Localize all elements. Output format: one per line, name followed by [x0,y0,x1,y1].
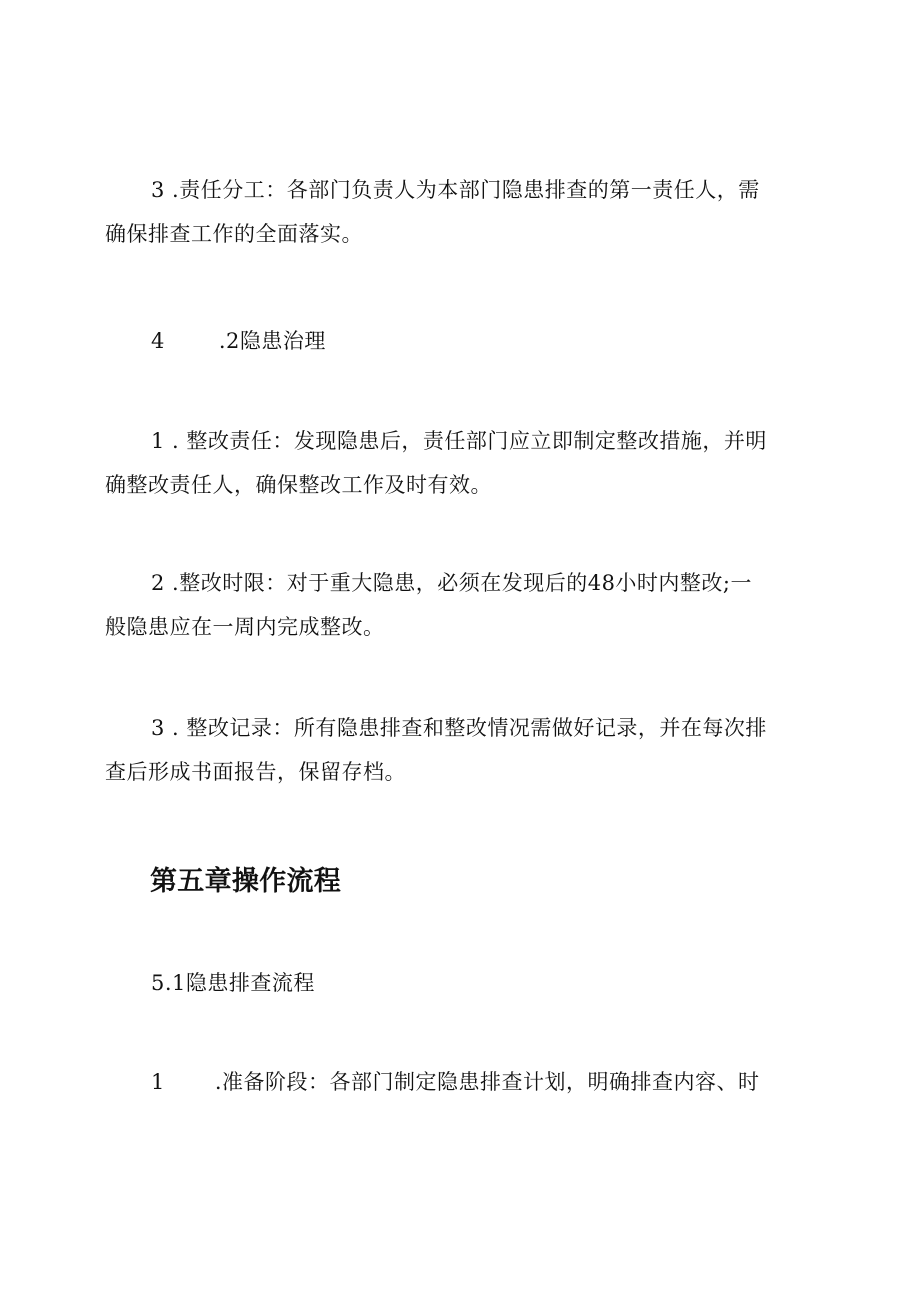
paragraph-responsibility-division [105,168,820,256]
paragraph-line: 确保排查工作的全面落实。 [105,222,363,246]
paragraph-line: 3 .责任分工：各部门负责人为本部门隐患排查的第一责任人，需 [151,178,760,202]
paragraph-line: 确整改责任人，确保整改工作及时有效。 [105,473,492,497]
section-number: 4 [151,329,165,353]
paragraph-rectification-responsibility [105,419,820,507]
section-title: .2隐患治理 [218,329,326,353]
paragraph-line: 般隐患应在一周内完成整改。 [105,615,385,639]
paragraph-line: 1 . 整改责任：发现隐患后，责任部门应立即制定整改措施，并明 [151,429,767,453]
item-number: 1 [151,1070,165,1094]
chapter-title: 第五章操作流程 [150,866,342,897]
paragraph-rectification-record [105,706,820,794]
section-heading-5-1: 5.1隐患排查流程 [151,971,315,995]
paragraph-rectification-deadline [105,561,820,649]
paragraph-line: .准备阶段：各部门制定隐患排查计划，明确排查内容、时 [214,1070,760,1094]
section-heading-4-2 [151,319,326,363]
paragraph-line: 3 . 整改记录：所有隐患排查和整改情况需做好记录，并在每次排 [151,716,767,740]
paragraph-preparation-stage [151,1060,760,1104]
paragraph-line: 2 .整改时限：对于重大隐患，必须在发现后的48小时内整改;一 [151,571,753,595]
paragraph-line: 查后形成书面报告，保留存档。 [105,760,406,784]
